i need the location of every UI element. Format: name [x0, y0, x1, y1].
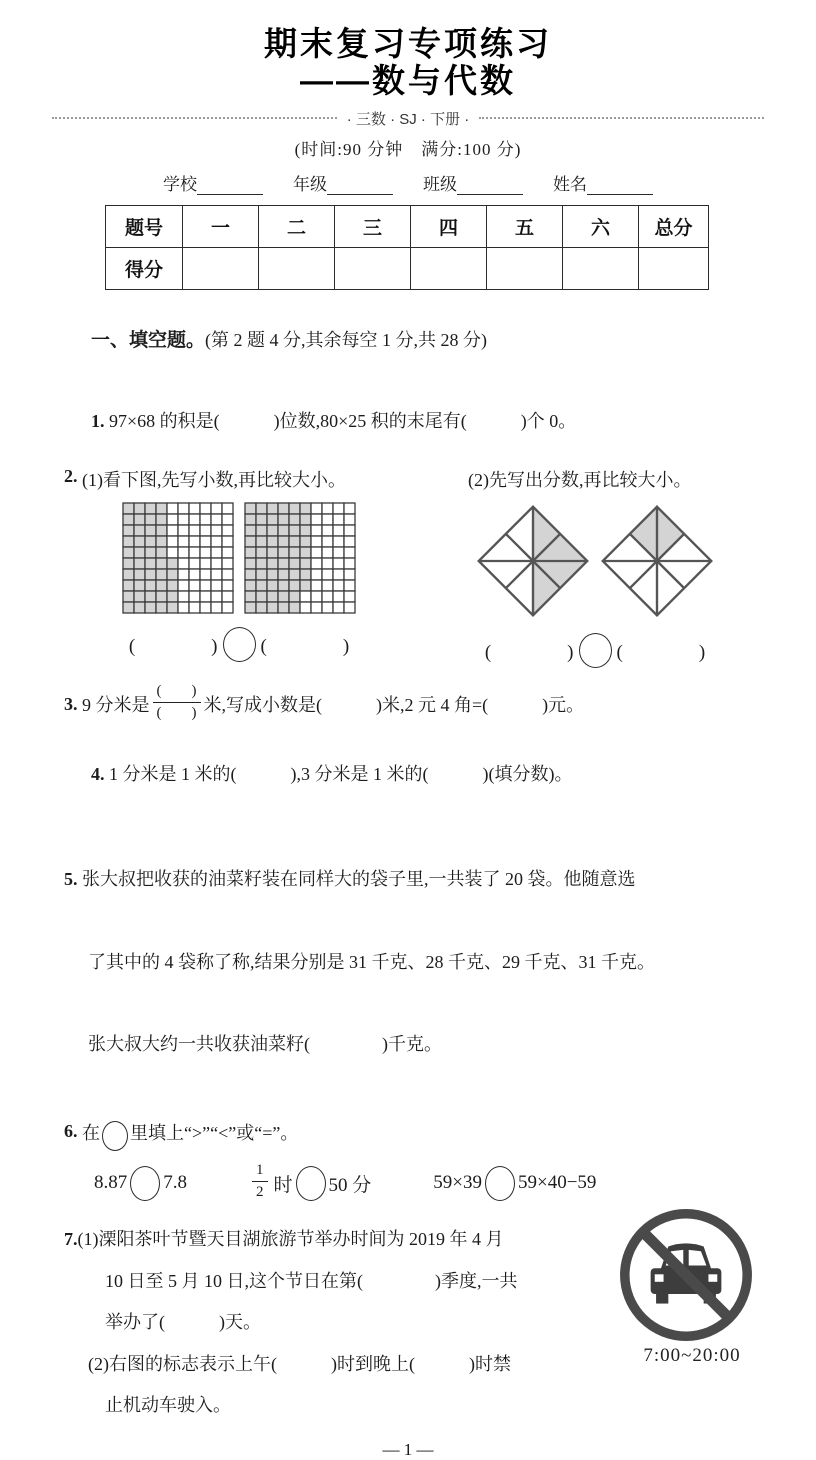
class-label: 班级 [423, 174, 457, 194]
question-7-line3: 举办了( )天。 [105, 1312, 261, 1333]
question-2-figures [122, 502, 760, 668]
grade-field [293, 170, 393, 195]
question-2-part2: (2)先写出分数,再比较大小。 [468, 469, 692, 490]
name-field [553, 170, 653, 195]
grade-label: 年级 [293, 174, 327, 194]
question-7-line5: 止机动车驶入。 [105, 1394, 231, 1415]
header-cell-6: 六 [563, 205, 639, 247]
comparison-1-right: 7.8 [163, 1172, 187, 1194]
school-label: 学校 [163, 174, 197, 194]
comparison-2-right: 50 分 [328, 1174, 372, 1196]
score-cell-5 [487, 247, 563, 289]
question-6-circle-glyph [102, 1121, 128, 1151]
score-cell-3 [335, 247, 411, 289]
question-5-line1 [64, 859, 760, 900]
fraction-compare-left-blank: ( ) [484, 641, 574, 663]
question-2-number: 2. [64, 465, 78, 486]
question-5-line2: 了其中的 4 袋称了称,结果分别是 31 千克、28 千克、29 千克、31 千克。 [88, 951, 655, 972]
no-motor-vehicles-sign-graphic [618, 1207, 754, 1343]
one-half-denominator: 2 [256, 1183, 264, 1200]
comparison-item-3 [433, 1166, 596, 1201]
fraction-compare-circle [579, 633, 612, 668]
fraction-diamonds-group [474, 502, 716, 668]
question-4 [64, 739, 760, 807]
class-field [423, 170, 523, 195]
dotted-rule-right [479, 117, 764, 119]
dotted-rule-left [52, 117, 337, 119]
question-4-number: 4. [91, 764, 105, 785]
paper-title-line1: 期末复习专项练习 [264, 25, 552, 62]
score-row-label: 得分 [106, 247, 183, 289]
header-cell-3: 三 [335, 205, 411, 247]
decimal-compare-left-blank: ( ) [128, 635, 218, 657]
question-6-prefix: 在 [82, 1122, 100, 1143]
comparison-2-unit: 时 [273, 1174, 293, 1196]
question-7-text1: (1)溧阳茶叶节暨天目湖旅游节举办时间为 2019 年 4 月 [77, 1229, 504, 1250]
grade-blank [327, 177, 393, 195]
question-1 [64, 386, 760, 454]
name-blank [587, 177, 653, 195]
edition-label: · 三数 · SJ · 下册 · [346, 110, 470, 128]
decimal-compare-row [122, 627, 356, 662]
comparison-1-left: 8.87 [94, 1172, 128, 1194]
question-5-line3: 张大叔大约一共收获油菜籽( )千克。 [88, 1034, 442, 1055]
question-2 [64, 466, 760, 492]
question-7-line1 [64, 1219, 649, 1260]
edition-divider [52, 108, 764, 129]
one-half-fraction [252, 1161, 268, 1202]
comparison-3-circle [485, 1166, 515, 1201]
comparison-2-circle [296, 1166, 326, 1201]
question-3 [64, 684, 760, 725]
questions-section [0, 304, 816, 1426]
student-info-row [0, 170, 816, 195]
decimal-grid-2 [244, 502, 356, 614]
header-cell-4: 四 [411, 205, 487, 247]
class-blank [457, 177, 523, 195]
question-3-pre: 9 分米是 [82, 695, 150, 716]
fraction-compare-row [474, 633, 716, 668]
question-7 [64, 1219, 760, 1426]
question-5 [64, 817, 760, 1107]
header-cell-2: 二 [259, 205, 335, 247]
header-cell-1: 一 [183, 205, 259, 247]
one-half-numerator: 1 [252, 1161, 268, 1182]
section-1-note: (第 2 题 4 分,其余每空 1 分,共 28 分) [205, 329, 488, 350]
score-cell-4 [411, 247, 487, 289]
fraction-denominator-blank: ( ) [156, 704, 197, 721]
fraction-diamond-2 [598, 502, 716, 620]
question-6-number: 6. [64, 1121, 78, 1142]
question-4-text: 1 分米是 1 米的( ),3 分米是 1 米的( )(填分数)。 [109, 764, 573, 785]
page-number: — 1 — [382, 1440, 434, 1460]
decimal-compare-circle [223, 627, 256, 662]
header-cell-total: 总分 [639, 205, 709, 247]
score-cell-2 [259, 247, 335, 289]
time-score-meta: (时间:90 分钟 满分:100 分) [294, 139, 522, 159]
decimal-grid-1 [122, 502, 234, 614]
section-1-title: 一、填空题。 [91, 329, 206, 351]
fraction-diamond-1 [474, 502, 592, 620]
question-1-text: 97×68 的积是( )位数,80×25 积的末尾有( )个 0。 [109, 410, 577, 431]
question-5-number: 5. [64, 869, 78, 890]
decimal-grids-group [122, 502, 356, 668]
score-table [105, 205, 709, 290]
sign-time-label: 7:00~20:00 [643, 1345, 741, 1367]
comparison-3-right: 59×40−59 [518, 1172, 597, 1194]
school-blank [197, 177, 263, 195]
question-7-line4: (2)右图的标志表示上午( )时到晚上( )时禁 [88, 1353, 511, 1374]
comparison-3-left: 59×39 [433, 1172, 482, 1194]
name-label: 姓名 [553, 174, 587, 194]
question-6-comparisons [94, 1163, 760, 1204]
comparison-1-circle [130, 1166, 160, 1201]
score-cell-1 [183, 247, 259, 289]
comparison-item-1 [94, 1166, 187, 1201]
decimal-compare-right-blank: ( ) [260, 635, 350, 657]
no-motor-vehicles-sign [618, 1207, 766, 1367]
header-cell-5: 五 [487, 205, 563, 247]
fraction-numerator-blank: ( ) [153, 682, 201, 703]
score-cell-6 [563, 247, 639, 289]
question-7-line2: 10 日至 5 月 10 日,这个节日在第( )季度,一共 [105, 1270, 518, 1291]
question-7-number: 7. [64, 1229, 78, 1250]
question-1-number: 1. [91, 410, 105, 431]
question-3-fraction-blank [153, 682, 201, 723]
question-6 [64, 1117, 760, 1147]
question-2-part1: (1)看下图,先写小数,再比较大小。 [82, 469, 346, 490]
comparison-item-2 [249, 1163, 371, 1204]
score-table-header-row [106, 205, 709, 247]
question-3-number: 3. [64, 693, 78, 714]
paper-title-line2: ——数与代数 [300, 61, 516, 99]
school-field [163, 170, 263, 195]
header-cell-question-no: 题号 [106, 205, 183, 247]
score-table-score-row [106, 247, 709, 289]
question-3-post: 米,写成小数是( )米,2 元 4 角=( )元。 [203, 695, 585, 716]
score-cell-total [639, 247, 709, 289]
question-6-suffix: 里填上“>”“<”或“=”。 [130, 1122, 299, 1143]
question-5-text1: 张大叔把收获的油菜籽装在同样大的袋子里,一共装了 20 袋。他随意选 [82, 869, 636, 890]
section-1-heading [64, 304, 760, 373]
fraction-compare-right-blank: ( ) [616, 641, 706, 663]
